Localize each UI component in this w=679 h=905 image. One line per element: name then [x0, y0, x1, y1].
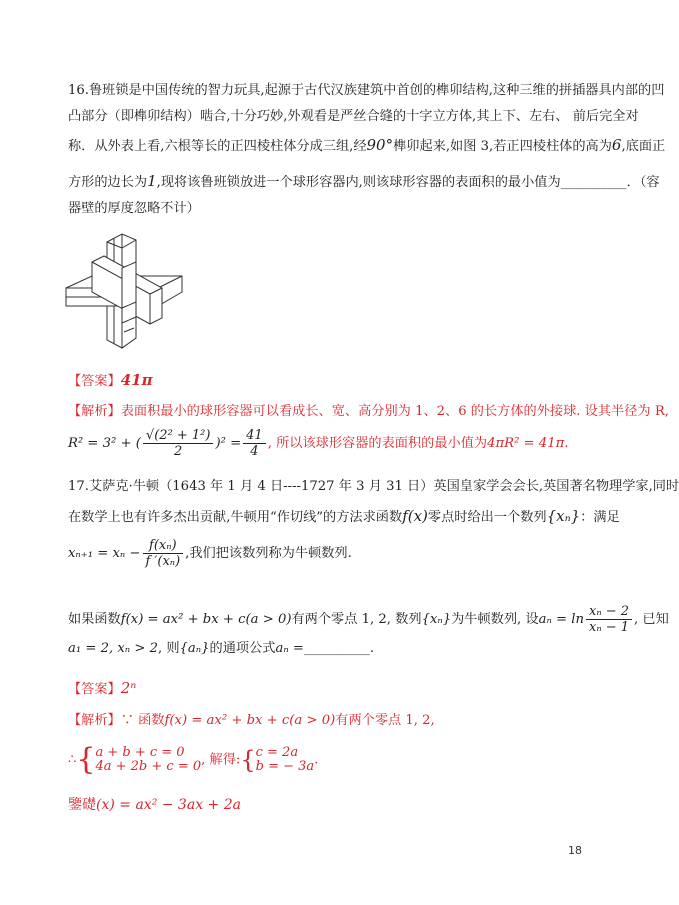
- luban-lock-figure: [62, 228, 192, 362]
- q17-line-4: 如果函数f(x) = ax² + bx + c(a > 0)有两个零点 1, 2, 数列{xₙ}为牛顿数列, 设aₙ = ln $\frac{\text{xₙ − 2}}{\text{xₙ − 1}}$ , 已知: [68, 604, 669, 635]
- q17-answer-blank: __________: [303, 641, 370, 656]
- q17-answer-value: 2ⁿ: [120, 679, 137, 697]
- q17-analysis-1: 【解析】∵ 函数f(x) = ax² + bx + c(a > 0)有两个零点 1, 2,: [68, 713, 435, 728]
- q17-analysis-2: ∴{ a + b + c = 0 4a + 2b + c = 0 , 解得:{ c = 2a b = − 3a .: [68, 742, 319, 777]
- q16-answer: 【答案】41π: [68, 371, 153, 389]
- q17-line-1: 17.艾萨克·牛顿（1643 年 1 月 4 日----1727 年 3 月 31 日）英国皇家学会会长,英国著名物理学家,同时: [68, 479, 679, 494]
- height-6: 6: [611, 136, 622, 154]
- angle-90: 90°: [366, 136, 394, 154]
- q16-line-2: 凸部分（即榫卯结构）啮合,十分巧妙,外观看是严丝合缝的十字立方体,其上下、左右、 前后完全对: [68, 109, 639, 124]
- q16-analysis: 【解析】表面积最小的球形容器可以看成长、宽、高分别为 1、2、6 的长方体的外接球. 设其半径为 R,: [68, 404, 669, 419]
- page-number: 18: [568, 844, 582, 857]
- q16-line-3: 称．从外表上看,六根等长的正四棱柱体分成三组,经90°榫卯起来,如图 3,若正四棱柱体的高为6,底面正: [68, 136, 666, 154]
- answer-blank: __________: [560, 175, 627, 190]
- q16-answer-value: 41π: [120, 371, 153, 389]
- q17-line-5: a₁ = 2, xₙ > 2, 则{aₙ}的通项公式aₙ =__________.: [68, 641, 375, 656]
- q17-line-2: 在数学上也有许多杰出贡献,牛顿用“作切线”的方法求函数f(x)零点时给出一个数列{xₙ}：满足: [68, 507, 620, 525]
- luban-lock-diagram: [62, 228, 192, 358]
- q17-recurrence: xₙ₊₁ = xₙ − $\frac{\text{f(xₙ)}}{\text{f ′(xₙ)}}$ ,我们把该数列称为牛顿数列.: [68, 538, 352, 569]
- q16-equation: R² = 3² + ( $\frac{\text{√(2² + 1²)}}{2}$ )² = $\frac{41}{4}$ , 所以该球形容器的表面积的最小值为4πR² = 41π.: [68, 428, 569, 459]
- side-1: 1: [147, 172, 157, 190]
- q16-line-1: 16.鲁班锁是中国传统的智力玩具,起源于古代汉族建筑中首创的榫卯结构,这种三维的拼插器具内部的凹: [68, 83, 665, 98]
- q17-answer: 【答案】2ⁿ: [68, 679, 137, 697]
- q16-line-4: 方形的边长为1,现将该鲁班锁放进一个球形容器内,则该球形容器的表面积的最小值为__________．（容: [68, 172, 660, 190]
- q16-line-5: 器壁的厚度忽略不计）: [68, 201, 200, 216]
- q17-analysis-3: 鑒礎(x) = ax² − 3ax + 2a: [68, 797, 241, 813]
